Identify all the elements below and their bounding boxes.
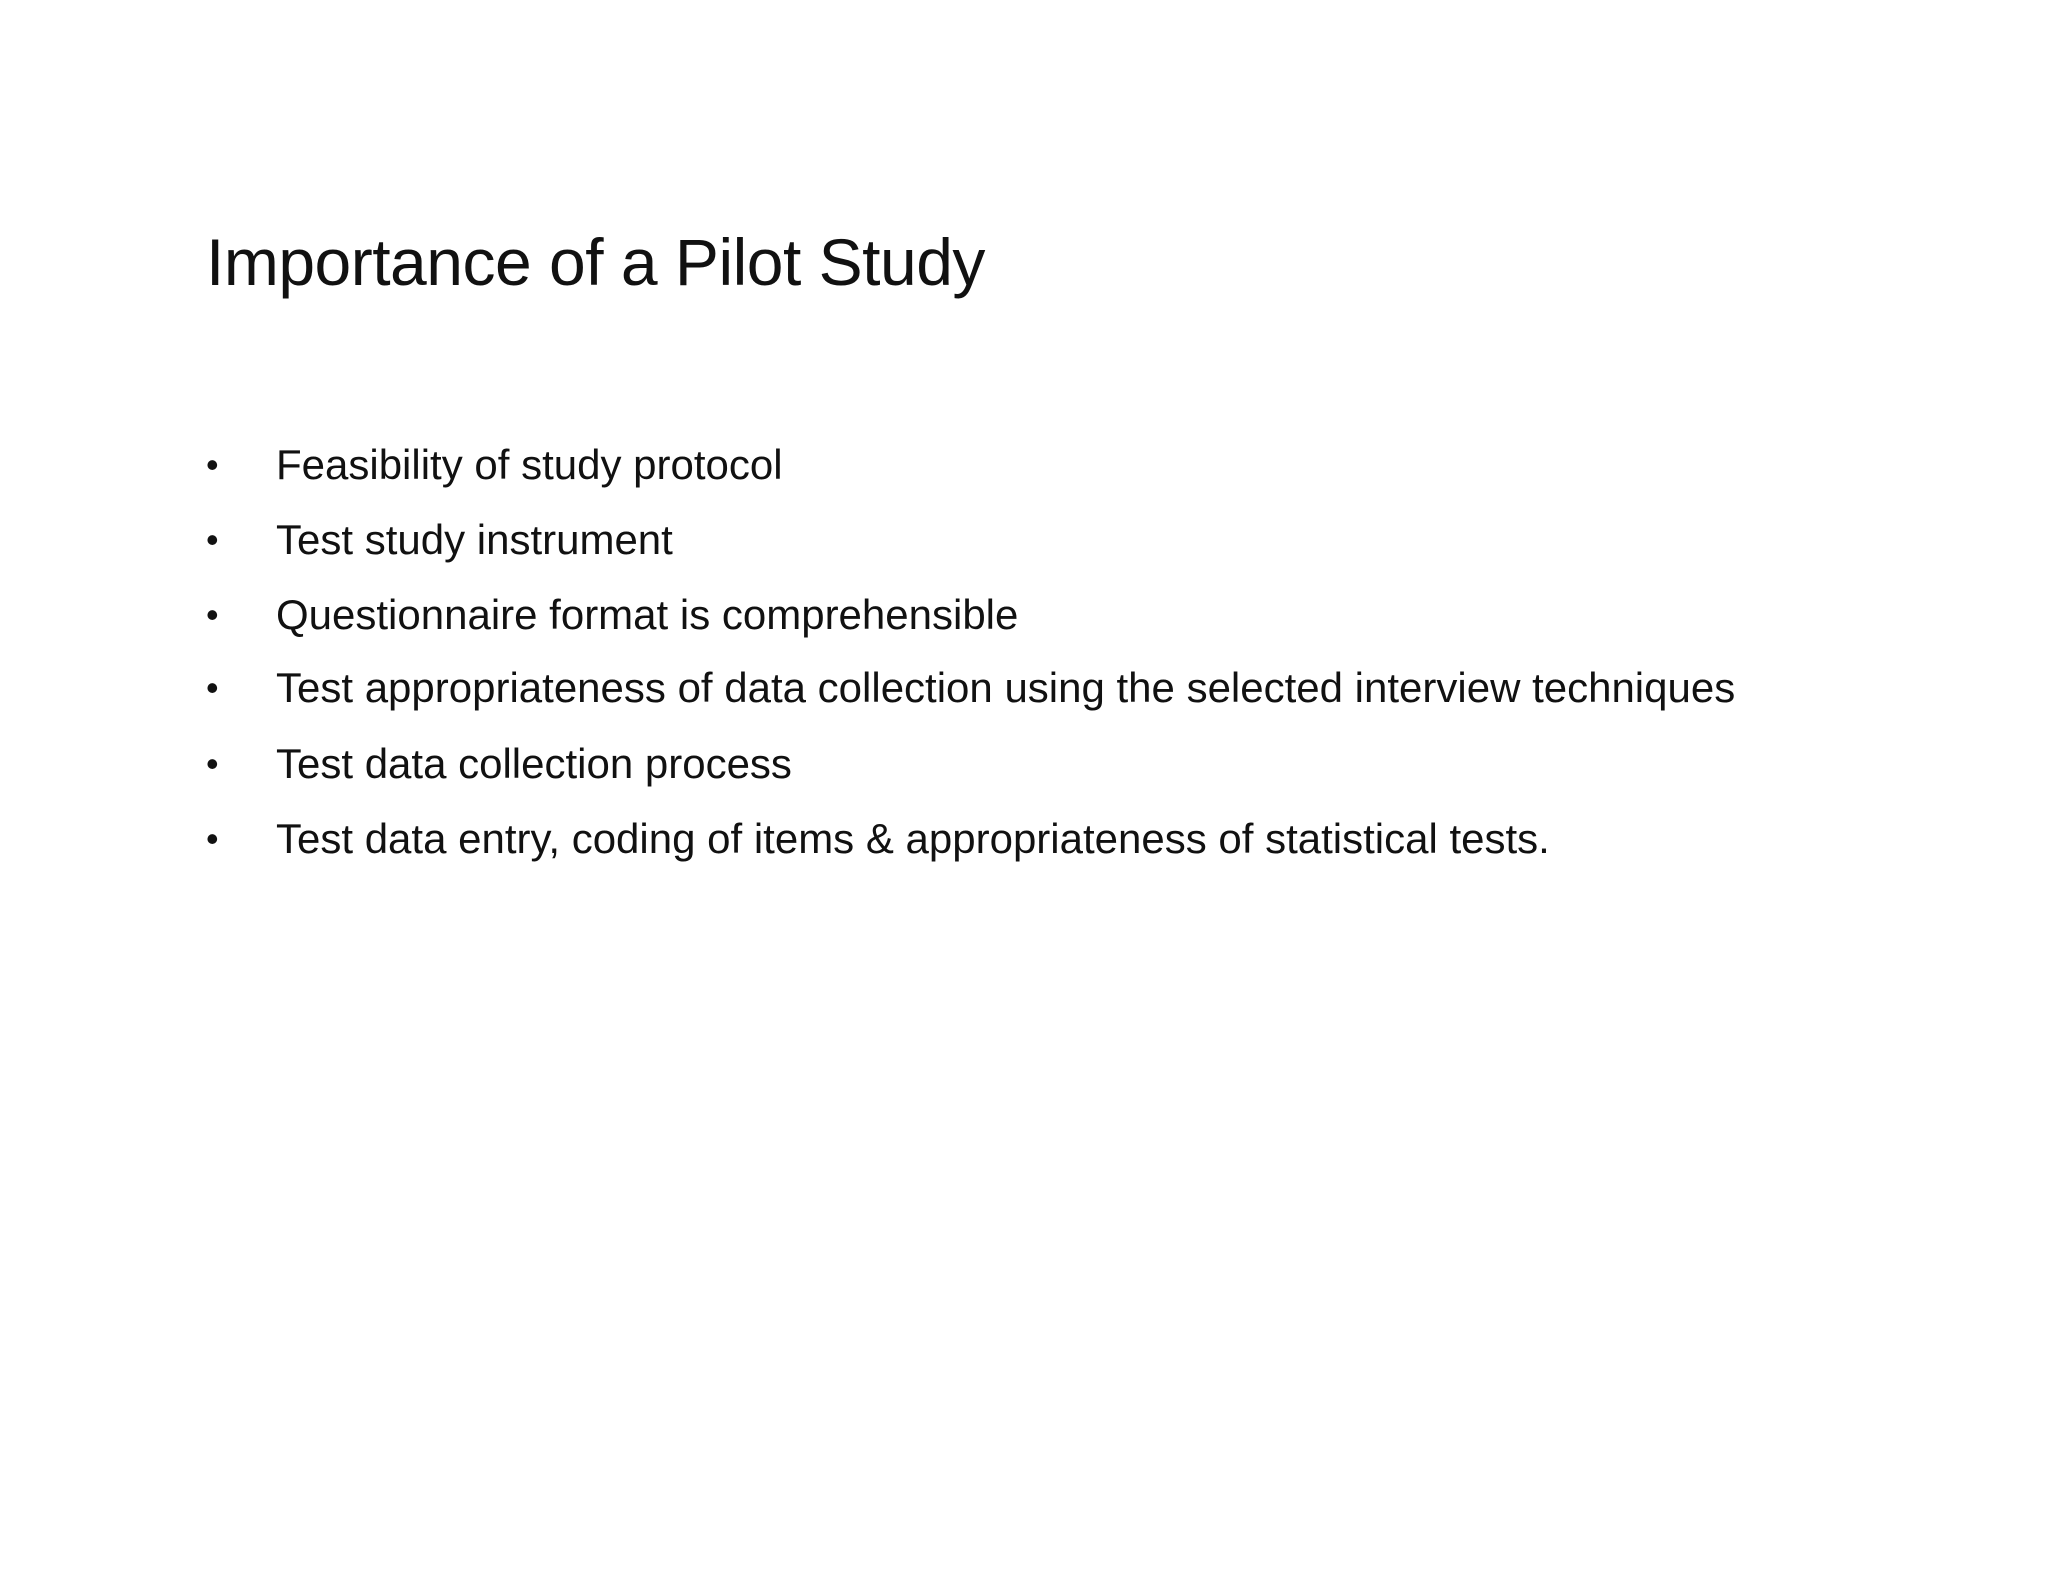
- bullet-dot: •: [206, 519, 219, 560]
- bullet-text: Feasibility of study protocol: [276, 441, 783, 488]
- bullet-dot: •: [206, 818, 219, 859]
- bullet-text: Test study instrument: [276, 516, 673, 563]
- bullet-item: [206, 806, 1846, 871]
- bullet-text: Test data entry, coding of items & appropriateness of statistical tests.: [276, 815, 1550, 862]
- bullet-dot: •: [206, 594, 219, 635]
- bullet-dot: •: [206, 444, 219, 485]
- bullet-item: [206, 507, 1846, 572]
- bullet-text: Test data collection process: [276, 740, 792, 787]
- bullet-list: [206, 432, 1846, 881]
- bullet-item: [206, 731, 1846, 796]
- bullet-dot: •: [206, 667, 219, 708]
- bullet-item: [206, 582, 1846, 647]
- bullet-text: Test appropriateness of data collection using the selected interview techniques: [276, 664, 1736, 711]
- bullet-item: [206, 432, 1846, 497]
- bullet-dot: •: [206, 743, 219, 784]
- bullet-item: [206, 657, 1846, 719]
- bullet-text: Questionnaire format is comprehensible: [276, 591, 1019, 638]
- slide-title: Importance of a Pilot Study: [206, 225, 985, 299]
